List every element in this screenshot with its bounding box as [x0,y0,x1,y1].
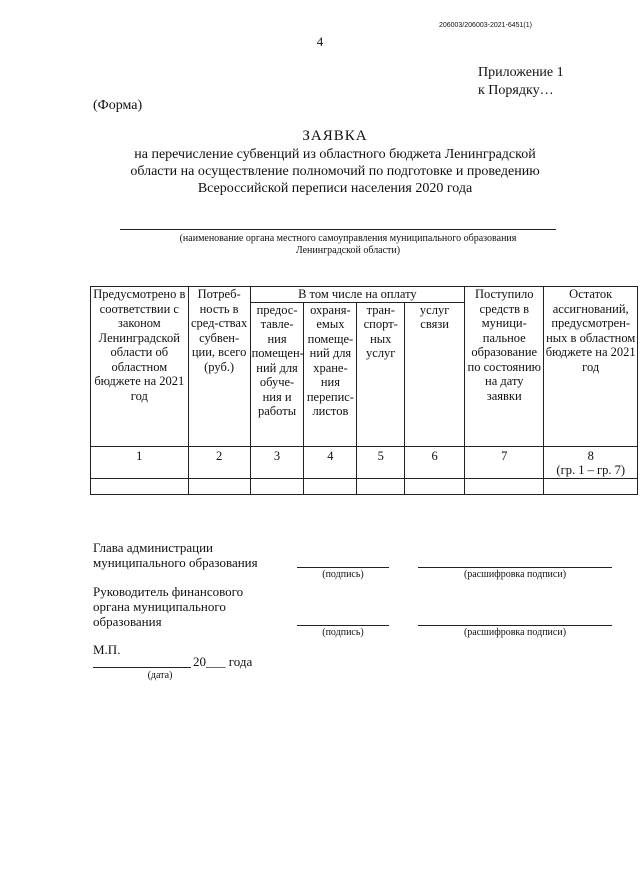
table-number-row [91,446,638,478]
table-header-row [91,287,638,303]
head-label-line-1: Глава администрации [93,540,214,555]
data-cell[interactable] [304,478,357,494]
col-number: 6 [405,446,465,478]
title-line-2: области на осуществление полномочий по подготовке и проведению [130,164,540,179]
data-cell[interactable] [357,478,405,494]
finance-label-line-3: образования [93,614,162,629]
head-decode-caption: (расшифровка подписи) [463,569,567,580]
header-cell-remaining: Остаток ассигнований, предусмотрен-ных в областном бюджете на 2021 год [544,287,638,447]
col-number-8-note: (гр. 1 – гр. 7) [556,463,625,477]
title-line-1: на перечисление субвенций из областного бюджета Ленинградской [134,147,536,162]
head-signature-line[interactable] [297,567,389,568]
form-label: (Форма) [93,98,143,113]
request-table [90,286,638,495]
subheader-storage: охраня-емых помеще-ний для хране-ния перепис-листов [304,302,357,446]
col-number: 2 [188,446,250,478]
document-id: 206003/206003-2021-6451(1) [438,22,532,29]
col-number: 5 [357,446,405,478]
stamp-label: М.П. [93,642,121,657]
data-cell[interactable] [544,478,638,494]
finance-decode-line[interactable] [418,625,612,626]
finance-decode-caption: (расшифровка подписи) [463,627,567,638]
title-heading: ЗАЯВКА [302,128,368,144]
date-caption: (дата) [147,670,173,681]
annex-line-1: Приложение 1 [478,65,564,80]
org-name-line [120,229,556,230]
header-cell-group: В том числе на оплату [250,287,465,303]
col-number-8 [544,446,638,478]
document-title [100,128,570,197]
data-cell[interactable] [188,478,250,494]
header-cell-need: Потреб-ность в сред-ствах субвен-ции, всего (руб.) [188,287,250,447]
col-number: 4 [304,446,357,478]
head-label-line-2: муниципального образования [93,555,258,570]
title-line-3: Всероссийской переписи населения 2020 года [197,181,473,196]
page-number: 4 [316,34,324,49]
data-cell[interactable] [250,478,304,494]
header-cell-planned: Предусмотрено в соответствии с законом Ленинградской области об областном бюджете на 2021 год [91,287,189,447]
finance-label-line-2: органа муниципального [93,599,226,614]
date-line[interactable] [93,667,191,668]
table-data-row [91,478,638,494]
org-name-caption [120,233,576,257]
col-number: 1 [91,446,189,478]
data-cell[interactable] [465,478,544,494]
data-cell[interactable] [405,478,465,494]
finance-label [93,584,243,629]
finance-label-line-1: Руководитель финансового [93,584,244,599]
subheader-premises: предос-тавле-ния помещен-ний для обуче-ния и работы [250,302,304,446]
head-signature-caption: (подпись) [322,569,364,580]
subheader-transport: тран-спорт-ных услуг [357,302,405,446]
finance-signature-caption: (подпись) [322,627,364,638]
annex-reference [478,64,564,100]
finance-signature-line[interactable] [297,625,389,626]
org-caption-line-2: Ленинградской области) [295,245,401,256]
col-number: 7 [465,446,544,478]
col-number-8-value: 8 [587,448,594,463]
subheader-communication: услуг связи [405,302,465,446]
annex-line-2: к Порядку… [478,83,554,98]
col-number: 3 [250,446,304,478]
header-cell-received: Поступило средств в муници-пальное образование по состоянию на дату заявки [465,287,544,447]
data-cell[interactable] [91,478,189,494]
org-caption-line-1: (наименование органа местного самоуправления муниципального образования [179,233,517,244]
head-decode-line[interactable] [418,567,612,568]
date-year: 20___ года [193,654,253,669]
head-label [93,540,258,570]
